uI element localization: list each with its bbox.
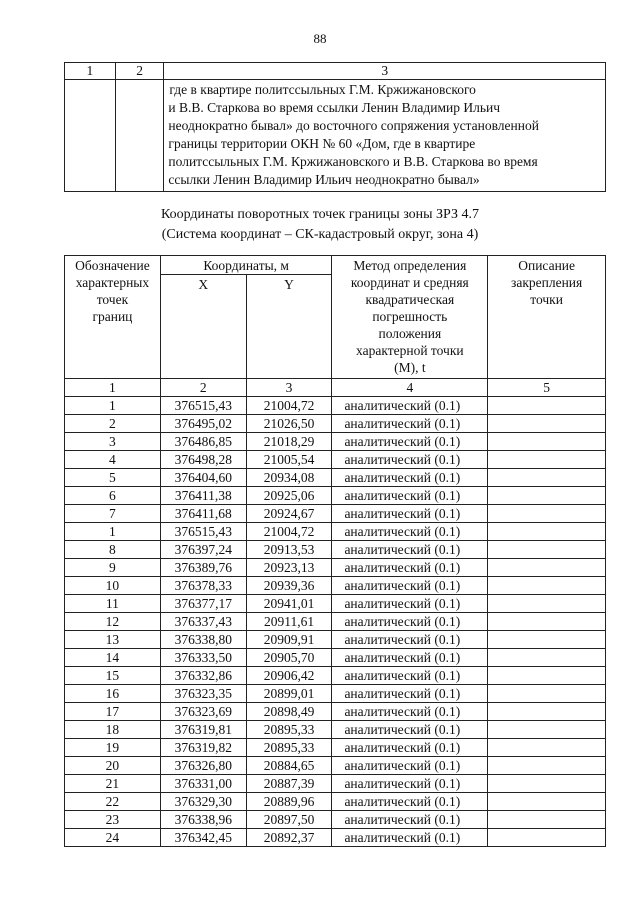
- cell-y: 21018,29: [246, 433, 332, 451]
- cell-description: [488, 721, 606, 739]
- section-title-line-2: (Система координат – СК-кадастровый округ, зона 4): [161, 227, 479, 242]
- cell-method: аналитический (0.1): [332, 775, 488, 793]
- table-row: [65, 757, 606, 775]
- cell-description: [488, 685, 606, 703]
- cell-method: аналитический (0.1): [332, 667, 488, 685]
- continuation-line: и В.В. Старкова во время ссылки Ленин Владимир Ильич: [168, 100, 501, 115]
- cell-point: 1: [65, 397, 161, 415]
- cell-description: [488, 559, 606, 577]
- cell-x: 376404,60: [160, 469, 246, 487]
- cell-description: [488, 667, 606, 685]
- cell-y: 21004,72: [246, 523, 332, 541]
- cell-y: 20909,91: [246, 631, 332, 649]
- cell-point: 24: [65, 829, 161, 847]
- cell-method: аналитический (0.1): [332, 433, 488, 451]
- cell-method: аналитический (0.1): [332, 649, 488, 667]
- cell-x: 376515,43: [160, 397, 246, 415]
- column-number: 2: [160, 379, 246, 397]
- header-method: Метод определения координат и средняя квадратическая погрешность положения характерной точки (M), t: [332, 256, 488, 379]
- table-row: [65, 829, 606, 847]
- cell-method: аналитический (0.1): [332, 739, 488, 757]
- cell-y: 20925,06: [246, 487, 332, 505]
- cell-x: 376377,17: [160, 595, 246, 613]
- cell-description: [488, 811, 606, 829]
- cell-description: [488, 739, 606, 757]
- cell-x: 376333,50: [160, 649, 246, 667]
- cell-y: 20898,49: [246, 703, 332, 721]
- cell-y: 20884,65: [246, 757, 332, 775]
- cell-x: 376338,80: [160, 631, 246, 649]
- cell-y: 20934,08: [246, 469, 332, 487]
- table-row: [65, 775, 606, 793]
- header-y: Y: [246, 275, 332, 379]
- cell-description: [488, 541, 606, 559]
- cell-y: 21026,50: [246, 415, 332, 433]
- cell-method: аналитический (0.1): [332, 793, 488, 811]
- cell-method: аналитический (0.1): [332, 595, 488, 613]
- cell-description: [488, 757, 606, 775]
- cell-method: аналитический (0.1): [332, 541, 488, 559]
- table-row: [65, 613, 606, 631]
- table-row: [65, 469, 606, 487]
- cell-point: 9: [65, 559, 161, 577]
- cell-point: 6: [65, 487, 161, 505]
- cell-y: 20923,13: [246, 559, 332, 577]
- cell-x: 376342,45: [160, 829, 246, 847]
- table-row: [65, 721, 606, 739]
- cell-x: 376397,24: [160, 541, 246, 559]
- continuation-col-3: 3: [164, 63, 606, 80]
- cell-point: 2: [65, 415, 161, 433]
- table-row: [65, 451, 606, 469]
- cell-method: аналитический (0.1): [332, 487, 488, 505]
- continuation-col-1: 1: [65, 63, 116, 80]
- cell-method: аналитический (0.1): [332, 703, 488, 721]
- column-number: 1: [65, 379, 161, 397]
- continuation-line: границы территории ОКН № 60 «Дом, где в квартире: [168, 136, 476, 151]
- cell-x: 376323,69: [160, 703, 246, 721]
- cell-x: 376515,43: [160, 523, 246, 541]
- cell-point: 4: [65, 451, 161, 469]
- cell-point: 7: [65, 505, 161, 523]
- cell-point: 10: [65, 577, 161, 595]
- cell-method: аналитический (0.1): [332, 577, 488, 595]
- cell-y: 20899,01: [246, 685, 332, 703]
- cell-x: 376389,76: [160, 559, 246, 577]
- header-designation: Обозначение характерных точек границ: [65, 256, 161, 379]
- cell-x: 376337,43: [160, 613, 246, 631]
- cell-point: 21: [65, 775, 161, 793]
- table-row: [65, 649, 606, 667]
- cell-point: 1: [65, 523, 161, 541]
- cell-point: 18: [65, 721, 161, 739]
- cell-method: аналитический (0.1): [332, 415, 488, 433]
- cell-description: [488, 397, 606, 415]
- cell-y: 20939,36: [246, 577, 332, 595]
- cell-point: 15: [65, 667, 161, 685]
- cell-point: 14: [65, 649, 161, 667]
- cell-y: 20913,53: [246, 541, 332, 559]
- cell-x: 376498,28: [160, 451, 246, 469]
- cell-description: [488, 595, 606, 613]
- column-number: 5: [488, 379, 606, 397]
- cell-point: 12: [65, 613, 161, 631]
- cell-method: аналитический (0.1): [332, 757, 488, 775]
- cell-y: 20924,67: [246, 505, 332, 523]
- cell-y: 20905,70: [246, 649, 332, 667]
- cell-y: 20941,01: [246, 595, 332, 613]
- cell-description: [488, 505, 606, 523]
- cell-x: 376331,00: [160, 775, 246, 793]
- cell-point: 22: [65, 793, 161, 811]
- continuation-empty-1: [65, 80, 116, 192]
- cell-description: [488, 487, 606, 505]
- continuation-header-row: [65, 63, 606, 80]
- cell-method: аналитический (0.1): [332, 685, 488, 703]
- table-row: [65, 433, 606, 451]
- cell-y: 20897,50: [246, 811, 332, 829]
- cell-description: [488, 775, 606, 793]
- continuation-text-row: [65, 80, 606, 192]
- coordinates-table: [64, 255, 606, 847]
- cell-description: [488, 415, 606, 433]
- coordinates-header-row-1: [65, 256, 606, 275]
- cell-description: [488, 469, 606, 487]
- cell-point: 11: [65, 595, 161, 613]
- table-row: [65, 667, 606, 685]
- table-row: [65, 811, 606, 829]
- cell-x: 376486,85: [160, 433, 246, 451]
- cell-point: 17: [65, 703, 161, 721]
- cell-x: 376326,80: [160, 757, 246, 775]
- table-row: [65, 703, 606, 721]
- cell-description: [488, 451, 606, 469]
- table-row: [65, 541, 606, 559]
- cell-x: 376323,35: [160, 685, 246, 703]
- table-row: [65, 523, 606, 541]
- cell-description: [488, 631, 606, 649]
- section-title-line-1: Координаты поворотных точек границы зоны ЗРЗ 4.7: [160, 207, 480, 222]
- cell-description: [488, 793, 606, 811]
- table-row: [65, 739, 606, 757]
- continuation-line: политссыльных Г.М. Кржижановского и В.В. Старкова во время: [168, 154, 538, 169]
- cell-description: [488, 577, 606, 595]
- cell-y: 21005,54: [246, 451, 332, 469]
- cell-point: 3: [65, 433, 161, 451]
- cell-y: 20895,33: [246, 739, 332, 757]
- cell-method: аналитический (0.1): [332, 829, 488, 847]
- cell-x: 376332,86: [160, 667, 246, 685]
- cell-x: 376378,33: [160, 577, 246, 595]
- cell-y: 21004,72: [246, 397, 332, 415]
- cell-method: аналитический (0.1): [332, 721, 488, 739]
- cell-method: аналитический (0.1): [332, 505, 488, 523]
- cell-x: 376495,02: [160, 415, 246, 433]
- column-number: 4: [332, 379, 488, 397]
- table-row: [65, 595, 606, 613]
- table-row: [65, 487, 606, 505]
- cell-x: 376338,96: [160, 811, 246, 829]
- cell-point: 13: [65, 631, 161, 649]
- cell-description: [488, 523, 606, 541]
- cell-x: 376411,68: [160, 505, 246, 523]
- cell-method: аналитический (0.1): [332, 811, 488, 829]
- cell-point: 16: [65, 685, 161, 703]
- header-x: X: [160, 275, 246, 379]
- cell-point: 23: [65, 811, 161, 829]
- cell-y: 20889,96: [246, 793, 332, 811]
- cell-point: 8: [65, 541, 161, 559]
- cell-x: 376411,38: [160, 487, 246, 505]
- table-row: [65, 685, 606, 703]
- continuation-line: неоднократно бывал» до восточного сопряжения установленной: [168, 118, 539, 133]
- continuation-line: ссылки Ленин Владимир Ильич неоднократно бывал»: [168, 172, 480, 187]
- cell-x: 376319,82: [160, 739, 246, 757]
- table-row: [65, 505, 606, 523]
- cell-description: [488, 703, 606, 721]
- cell-description: [488, 649, 606, 667]
- table-row: [65, 397, 606, 415]
- cell-y: 20892,37: [246, 829, 332, 847]
- cell-y: 20895,33: [246, 721, 332, 739]
- cell-method: аналитический (0.1): [332, 631, 488, 649]
- cell-description: [488, 433, 606, 451]
- coordinates-body: [65, 397, 606, 847]
- table-row: [65, 631, 606, 649]
- cell-y: 20911,61: [246, 613, 332, 631]
- column-number: 3: [246, 379, 332, 397]
- cell-method: аналитический (0.1): [332, 469, 488, 487]
- cell-y: 20906,42: [246, 667, 332, 685]
- cell-method: аналитический (0.1): [332, 451, 488, 469]
- continuation-line: где в квартире политссыльных Г.М. Кржижановского: [169, 82, 476, 97]
- cell-point: 5: [65, 469, 161, 487]
- header-coordinates: Координаты, м: [160, 256, 332, 275]
- cell-method: аналитический (0.1): [332, 397, 488, 415]
- continuation-empty-2: [115, 80, 164, 192]
- page-number: 88: [313, 31, 327, 46]
- continuation-col-2: 2: [115, 63, 164, 80]
- cell-x: 376329,30: [160, 793, 246, 811]
- table-row: [65, 577, 606, 595]
- continuation-table: [64, 62, 606, 192]
- table-row: [65, 415, 606, 433]
- header-description: Описание закрепления точки: [488, 256, 606, 379]
- cell-method: аналитический (0.1): [332, 559, 488, 577]
- table-row: [65, 793, 606, 811]
- cell-description: [488, 613, 606, 631]
- column-numbers-row: [65, 379, 606, 397]
- cell-description: [488, 829, 606, 847]
- cell-method: аналитический (0.1): [332, 613, 488, 631]
- cell-x: 376319,81: [160, 721, 246, 739]
- continuation-text: [164, 80, 606, 192]
- cell-point: 19: [65, 739, 161, 757]
- cell-method: аналитический (0.1): [332, 523, 488, 541]
- cell-y: 20887,39: [246, 775, 332, 793]
- section-title: [0, 205, 640, 245]
- table-row: [65, 559, 606, 577]
- cell-point: 20: [65, 757, 161, 775]
